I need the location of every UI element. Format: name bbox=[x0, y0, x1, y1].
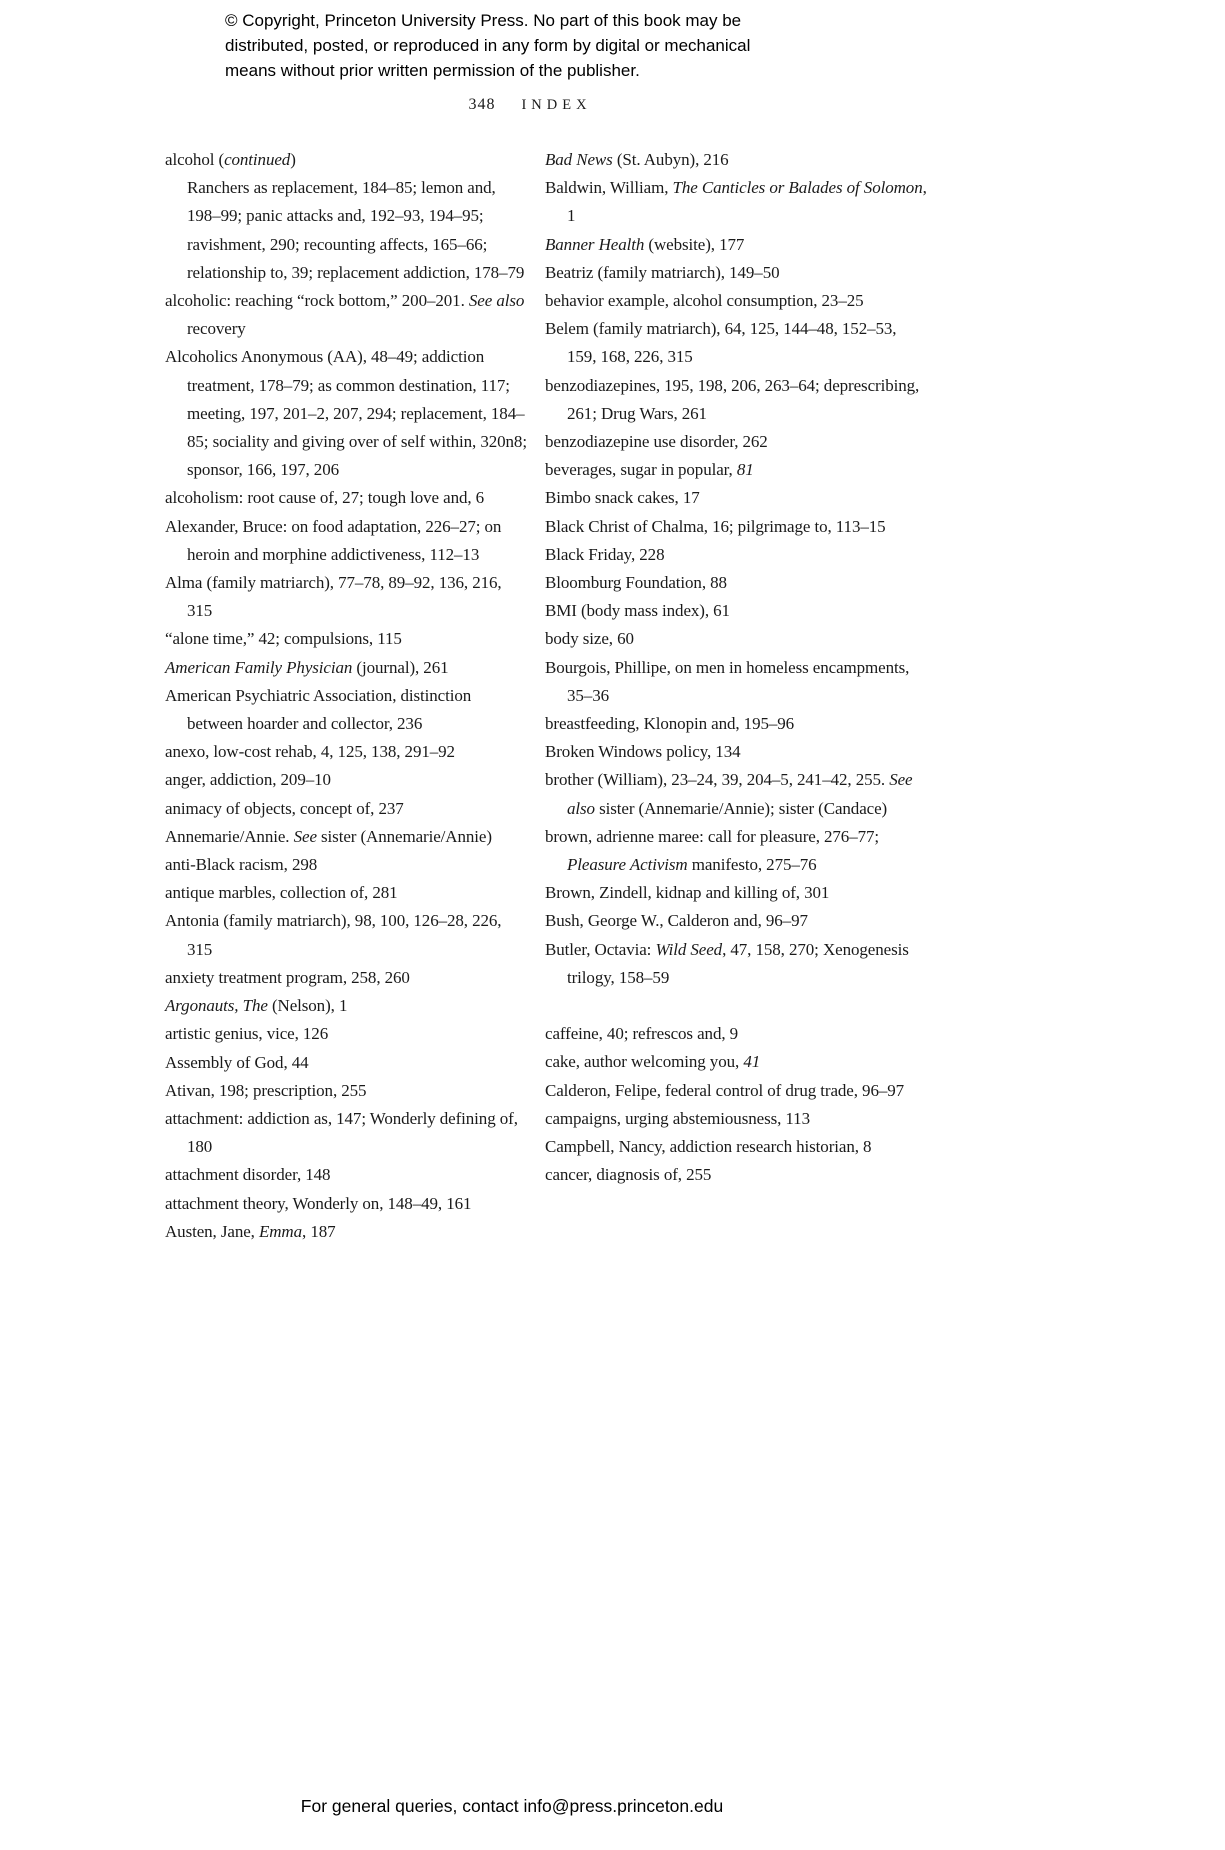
index-entry: anger, addiction, 209–10 bbox=[165, 770, 331, 790]
index-entry: alcohol (continued) bbox=[165, 150, 296, 169]
page-number: 348 bbox=[468, 96, 496, 113]
index-entry: Bourgois, Phillipe, on men in homeless encampments, 35–36 bbox=[545, 657, 910, 705]
index-entry: Bad News (St. Aubyn), 216 bbox=[545, 150, 729, 169]
index-entry: Bloomburg Foundation, 88 bbox=[545, 573, 727, 593]
index-entry: Alma (family matriarch), 77–78, 89–92, 136, 216, 315 bbox=[165, 573, 502, 621]
index-entry: Bimbo snack cakes, 17 bbox=[545, 488, 700, 508]
index-entry: Alcoholics Anonymous (AA), 48–49; addiction treatment, 178–79; as common destination, 117; meeting, 197, 201–2, 207, 294; replacement, 184–85; sociality and giving over of self within, 320n8; sponsor, 166, 197, 206 bbox=[165, 347, 527, 480]
index-entry: Brown, Zindell, kidnap and killing of, 301 bbox=[545, 883, 830, 903]
index-entry: cake, author welcoming you, 41 bbox=[545, 1052, 761, 1072]
index-entry: Austen, Jane, Emma, 187 bbox=[165, 1221, 336, 1241]
index-entry: Belem (family matriarch), 64, 125, 144–48, 152–53, 159, 168, 226, 315 bbox=[545, 319, 897, 367]
index-entry: Ativan, 198; prescription, 255 bbox=[165, 1080, 367, 1100]
index-entry: Ranchers as replacement, 184–85; lemon and, 198–99; panic attacks and, 192–93, 194–95; ravishment, 290; recounting affects, 165–66; relationship to, 39; replacement addiction, 178–79 bbox=[187, 178, 525, 282]
index-entry: body size, 60 bbox=[545, 629, 634, 649]
copyright-line: means without prior written permission of the publisher. bbox=[225, 61, 640, 80]
index-entry: campaigns, urging abstemiousness, 113 bbox=[545, 1108, 810, 1128]
index-entry: attachment disorder, 148 bbox=[165, 1165, 331, 1185]
index-entry: brother (William), 23–24, 39, 204–5, 241–42, 255. See also sister (Annemarie/Annie); sister (Candace) bbox=[545, 770, 913, 818]
index-columns bbox=[165, 146, 927, 1246]
index-entry: antique marbles, collection of, 281 bbox=[165, 883, 398, 903]
index-entry: benzodiazepine use disorder, 262 bbox=[545, 432, 768, 452]
index-entry: benzodiazepines, 195, 198, 206, 263–64; deprescribing, 261; Drug Wars, 261 bbox=[545, 375, 920, 423]
index-entry: beverages, sugar in popular, 81 bbox=[545, 460, 754, 480]
index-entry: Banner Health (website), 177 bbox=[545, 234, 745, 254]
index-entry: “alone time,” 42; compulsions, 115 bbox=[165, 629, 402, 649]
index-entry: Alexander, Bruce: on food adaptation, 226–27; on heroin and morphine addictiveness, 112–13 bbox=[165, 516, 502, 564]
index-entry: behavior example, alcohol consumption, 23–25 bbox=[545, 291, 864, 311]
copyright-line: © Copyright, Princeton University Press. No part of this book may be bbox=[225, 11, 742, 30]
index-entry: alcoholic: reaching “rock bottom,” 200–201. See also recovery bbox=[165, 291, 525, 339]
index-entry: Annemarie/Annie. See sister (Annemarie/Annie) bbox=[165, 826, 492, 846]
index-column-right bbox=[545, 146, 927, 1246]
copyright-notice bbox=[225, 8, 865, 83]
index-entry: Black Friday, 228 bbox=[545, 544, 665, 564]
index-entry: animacy of objects, concept of, 237 bbox=[165, 798, 404, 818]
index-entry: cancer, diagnosis of, 255 bbox=[545, 1165, 712, 1185]
index-entry: Campbell, Nancy, addiction research historian, 8 bbox=[545, 1136, 872, 1156]
index-entry: American Family Physician (journal), 261 bbox=[165, 657, 449, 677]
index-entry: Argonauts, The (Nelson), 1 bbox=[165, 996, 348, 1016]
index-entry: Broken Windows policy, 134 bbox=[545, 742, 741, 762]
index-column-left bbox=[165, 146, 527, 1246]
index-entry: attachment theory, Wonderly on, 148–49, 161 bbox=[165, 1193, 472, 1213]
index-entry: Assembly of God, 44 bbox=[165, 1052, 309, 1072]
index-entry: artistic genius, vice, 126 bbox=[165, 1024, 329, 1044]
index-entry: brown, adrienne maree: call for pleasure, 276–77; Pleasure Activism manifesto, 275–76 bbox=[545, 826, 880, 875]
index-entry: anxiety treatment program, 258, 260 bbox=[165, 967, 410, 987]
index-entry: American Psychiatric Association, distinction between hoarder and collector, 236 bbox=[165, 685, 472, 734]
copyright-line: distributed, posted, or reproduced in any form by digital or mechanical bbox=[225, 36, 751, 55]
index-entry: Bush, George W., Calderon and, 96–97 bbox=[545, 911, 808, 931]
index-entry: Beatriz (family matriarch), 149–50 bbox=[545, 262, 780, 282]
index-title: INDEX bbox=[521, 97, 592, 113]
index-entry: BMI (body mass index), 61 bbox=[545, 601, 730, 621]
index-entry: anexo, low-cost rehab, 4, 125, 138, 291–92 bbox=[165, 742, 455, 762]
index-entry: Antonia (family matriarch), 98, 100, 126–28, 226, 315 bbox=[165, 911, 502, 959]
index-entry: breastfeeding, Klonopin and, 195–96 bbox=[545, 714, 795, 734]
index-entry: Baldwin, William, The Canticles or Balades of Solomon, 1 bbox=[545, 178, 927, 226]
footer-contact: For general queries, contact info@press.princeton.edu bbox=[300, 1796, 724, 1816]
index-entry: caffeine, 40; refrescos and, 9 bbox=[545, 1024, 739, 1044]
index-entry: attachment: addiction as, 147; Wonderly defining of, 180 bbox=[165, 1108, 518, 1157]
running-head bbox=[165, 96, 895, 114]
index-entry: alcoholism: root cause of, 27; tough love and, 6 bbox=[165, 488, 485, 508]
index-entry: Butler, Octavia: Wild Seed, 47, 158, 270; Xenogenesis trilogy, 158–59 bbox=[545, 939, 909, 987]
index-entry: anti-Black racism, 298 bbox=[165, 855, 318, 875]
index-entry: Black Christ of Chalma, 16; pilgrimage to, 113–15 bbox=[545, 516, 886, 536]
index-entry: Calderon, Felipe, federal control of drug trade, 96–97 bbox=[545, 1080, 905, 1100]
